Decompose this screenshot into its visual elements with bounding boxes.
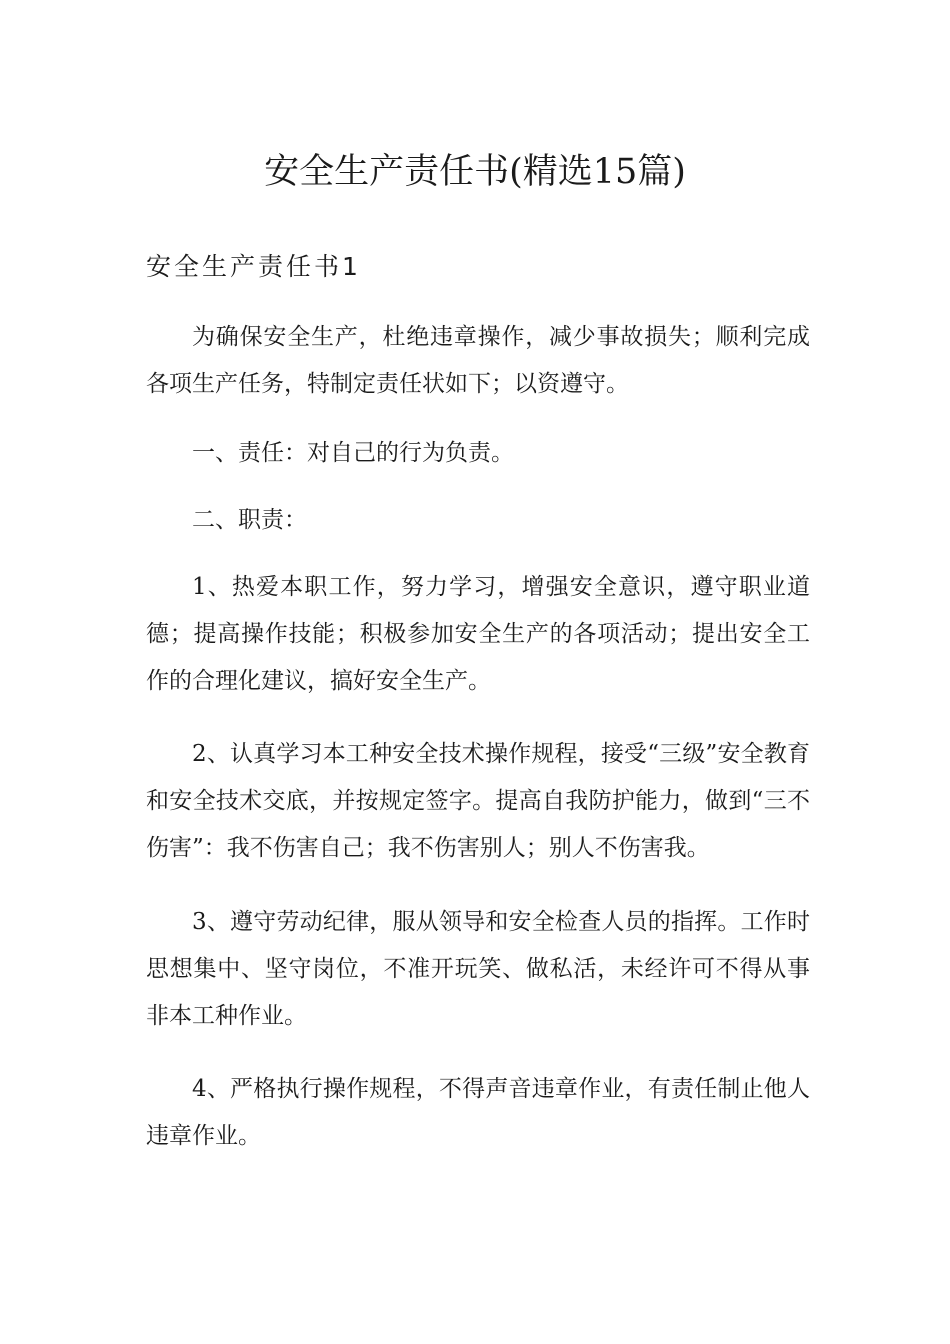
document-title: 安全生产责任书(精选15篇) bbox=[264, 152, 686, 193]
paragraph-duty-3: 3、遵守劳动纪律，服从领导和安全检查人员的指挥。工作时思想集中、坚守岗位，不准开玩笑、做私活，未经许可不得从事非本工种作业。 bbox=[146, 909, 810, 1029]
paragraph-intro: 为确保安全生产，杜绝违章操作，减少事故损失；顺利完成各项生产任务，特制定责任状如下；以资遵守。 bbox=[146, 324, 810, 397]
paragraph-duties-heading: 二、职责： bbox=[192, 507, 307, 533]
paragraph-responsibility: 一、责任：对自己的行为负责。 bbox=[192, 440, 514, 466]
paragraph-duty-2: 2、认真学习本工种安全技术操作规程，接受“三级”安全教育和安全技术交底，并按规定签字。提高自我防护能力，做到“三不伤害”：我不伤害自己；我不伤害别人；别人不伤害我。 bbox=[146, 741, 810, 861]
paragraph-duty-4: 4、严格执行操作规程，不得声音违章作业，有责任制止他人违章作业。 bbox=[146, 1076, 810, 1149]
section-heading: 安全生产责任书1 bbox=[146, 252, 361, 281]
paragraph-duty-1: 1、热爱本职工作，努力学习，增强安全意识，遵守职业道德；提高操作技能；积极参加安全生产的各项活动；提出安全工作的合理化建议，搞好安全生产。 bbox=[146, 574, 810, 694]
